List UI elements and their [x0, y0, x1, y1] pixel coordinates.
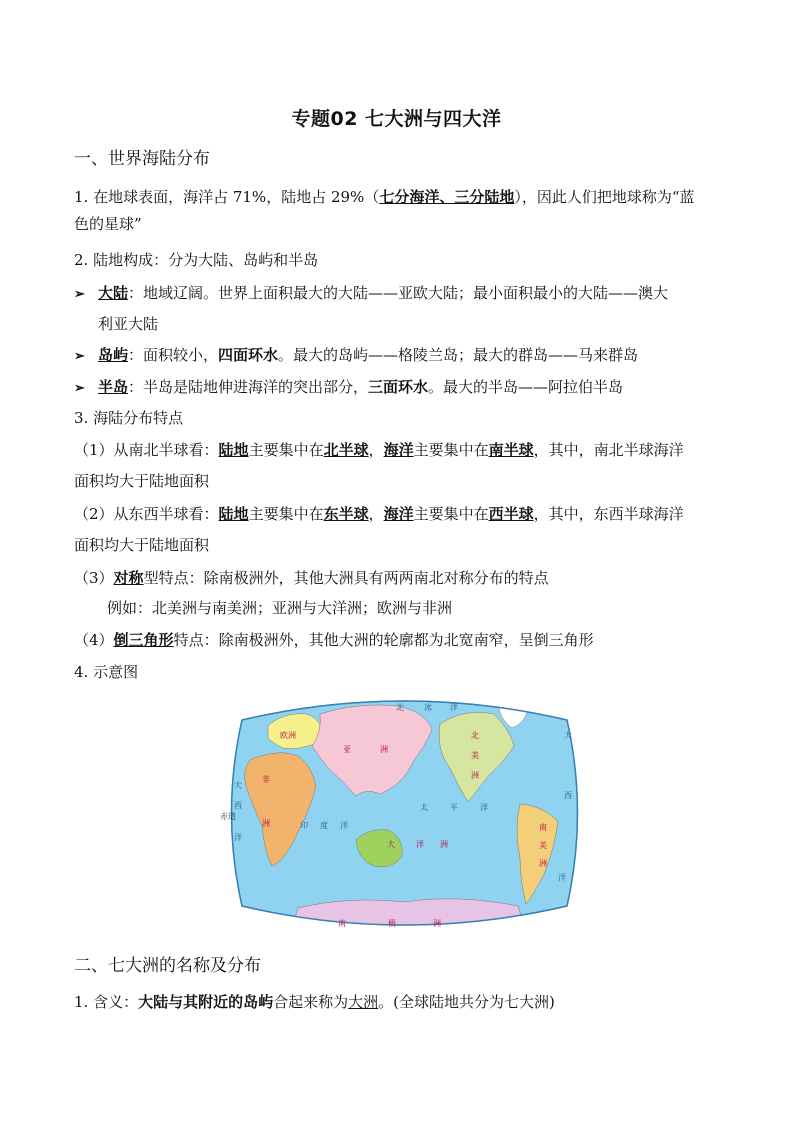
section1-heading: 一、世界海陆分布 [74, 149, 210, 169]
map-label-indian-3: 洋 [340, 821, 348, 830]
map-label-south-america-2: 美 [539, 841, 547, 850]
map-label-atlantic-left-2: 西 [234, 801, 242, 810]
map-label-atlantic-right-3: 洋 [558, 873, 566, 882]
map-label-antarctica-2: 极 [388, 919, 396, 928]
page-title: 专题02 七大洲与四大洋 [291, 108, 502, 130]
map-label-atlantic-right-2: 西 [564, 791, 572, 800]
map-label-equator: 赤道 [220, 812, 236, 821]
map-label-antarctica-1: 南 [338, 919, 346, 928]
map-label-asia-2: 洲 [380, 745, 388, 754]
paragraph-1-line1: 1. 在地球表面，海洋占 71%，陆地占 29%（七分海洋、三分陆地），因此人们把地球称为“蓝 [74, 188, 695, 206]
map-label-north-america-1: 北 [471, 731, 479, 740]
map-label-indian-2: 度 [320, 821, 328, 830]
symmetry-feature: （3）对称型特点：除南极洲外，其他大洲具有两两南北对称分布的特点 [74, 569, 549, 587]
map-label-south-america-3: 洲 [539, 859, 547, 868]
ns-hemisphere-line1: （1）从南北半球看：陆地主要集中在北半球，海洋主要集中在南半球，其中，南北半球海洋 [74, 441, 684, 459]
map-label-north-america-3: 洲 [471, 771, 479, 780]
map-label-africa-2: 洲 [262, 819, 270, 828]
map-label-atlantic-left-3: 洋 [234, 833, 242, 842]
triangle-feature: （4）倒三角形特点：除南极洲外，其他大洲的轮廓都为北宽南窄，呈倒三角形 [74, 631, 594, 649]
arrow-bullet-icon: ➢ [74, 287, 85, 302]
map-label-pacific-1: 太 [420, 803, 428, 812]
paragraph-3: 3. 海陆分布特点 [74, 409, 184, 427]
section2-heading: 二、七大洲的名称及分布 [74, 956, 261, 976]
map-label-pacific-2: 平 [450, 803, 458, 812]
map-label-arctic-2: 冰 [424, 703, 432, 712]
ew-hemisphere-line2: 面积均大于陆地面积 [74, 536, 210, 554]
paragraph-2: 2. 陆地构成：分为大陆、岛屿和半岛 [74, 251, 319, 269]
map-label-north-america-2: 美 [471, 751, 479, 760]
map-label-europe: 欧洲 [280, 731, 296, 740]
arrow-bullet-icon: ➢ [74, 349, 85, 364]
paragraph-1-line2: 色的星球” [74, 215, 142, 233]
map-label-atlantic-right-1: 大 [564, 731, 572, 740]
bullet-mainland: ➢ 大陆：地域辽阔。世界上面积最大的大陆——亚欧大陆；最小面积最小的大陆——澳大 [74, 282, 668, 306]
map-label-pacific-3: 洋 [480, 803, 488, 812]
map-label-oceania-1: 大 [387, 840, 395, 849]
world-map [220, 690, 581, 936]
map-label-atlantic-left-1: 大 [234, 781, 242, 790]
map-label-arctic-1: 北 [396, 703, 404, 712]
arrow-bullet-icon: ➢ [74, 381, 85, 396]
symmetry-example: 例如：北美洲与南美洲；亚洲与大洋洲；欧洲与非洲 [107, 599, 453, 617]
map-label-oceania-2: 洋 [416, 840, 424, 849]
map-label-south-america-1: 南 [539, 823, 547, 832]
ew-hemisphere-line1: （2）从东西半球看：陆地主要集中在东半球，海洋主要集中在西半球，其中，东西半球海洋 [74, 505, 684, 523]
section2-paragraph-1: 1. 含义：大陆与其附近的岛屿合起来称为大洲。(全球陆地共分为七大洲) [74, 993, 555, 1011]
map-label-africa-1: 非 [262, 775, 270, 784]
paragraph-4: 4. 示意图 [74, 663, 139, 681]
map-label-asia-1: 亚 [343, 745, 351, 754]
map-label-antarctica-3: 洲 [433, 919, 441, 928]
map-label-arctic-3: 洋 [450, 703, 458, 712]
map-label-indian-1: 印 [300, 821, 308, 830]
bullet-island: ➢ 岛屿：面积较小，四面环水。最大的岛屿——格陵兰岛；最大的群岛——马来群岛 [74, 344, 638, 368]
world-map-figure [220, 690, 581, 936]
bullet-mainland-cont: 利亚大陆 [98, 315, 159, 333]
ns-hemisphere-line2: 面积均大于陆地面积 [74, 472, 210, 490]
map-label-oceania-3: 洲 [440, 840, 448, 849]
bullet-peninsula: ➢ 半岛：半岛是陆地伸进海洋的突出部分，三面环水。最大的半岛——阿拉伯半岛 [74, 376, 623, 400]
